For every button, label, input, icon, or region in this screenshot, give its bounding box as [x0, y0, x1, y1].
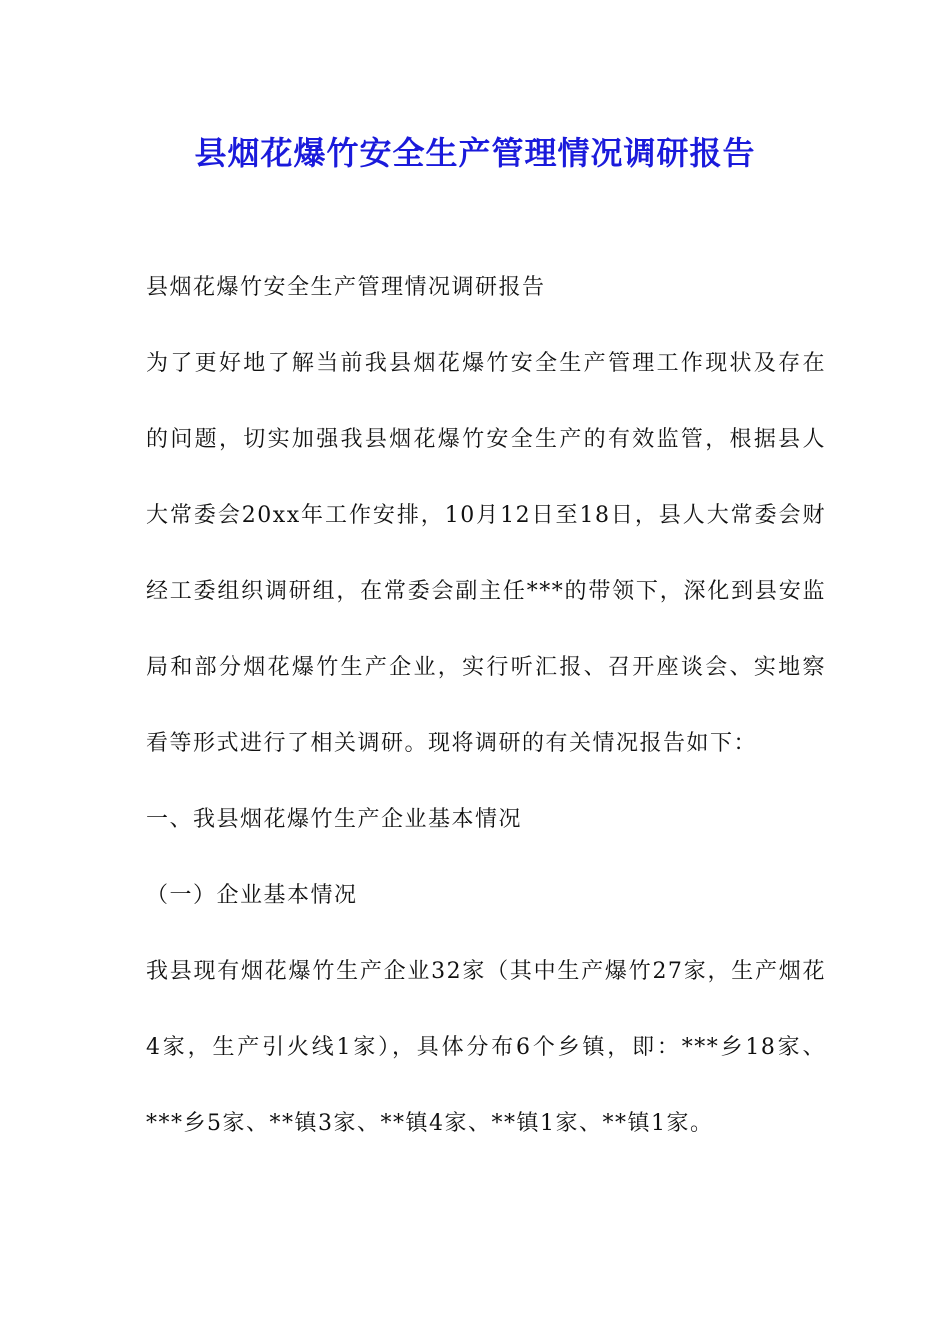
document-title: 县烟花爆竹安全生产管理情况调研报告 [194, 134, 756, 172]
subsection-heading: （一）企业基本情况 [146, 883, 358, 908]
document-body [146, 250, 826, 1162]
enterprise-paragraph: 我县现有烟花爆竹生产企业32家（其中生产爆竹27家，生产烟花4家，生产引火线1家），具体分布6个乡镇，即：***乡18家、***乡5家、**镇3家、**镇4家、**镇1家、**镇1家。 [146, 959, 826, 1136]
section-heading: 一、我县烟花爆竹生产企业基本情况 [146, 807, 523, 832]
intro-paragraph: 为了更好地了解当前我县烟花爆竹安全生产管理工作现状及存在的问题，切实加强我县烟花爆竹安全生产的有效监管，根据县人大常委会20xx年工作安排，10月12日至18日，县人大常委会财经工委组织调研组，在常委会副主任***的带领下，深化到县安监局和部分烟花爆竹生产企业，实行听汇报、召开座谈会、实地察看等形式进行了相关调研。现将调研的有关情况报告如下： [146, 351, 826, 756]
subtitle-paragraph: 县烟花爆竹安全生产管理情况调研报告 [146, 275, 546, 300]
